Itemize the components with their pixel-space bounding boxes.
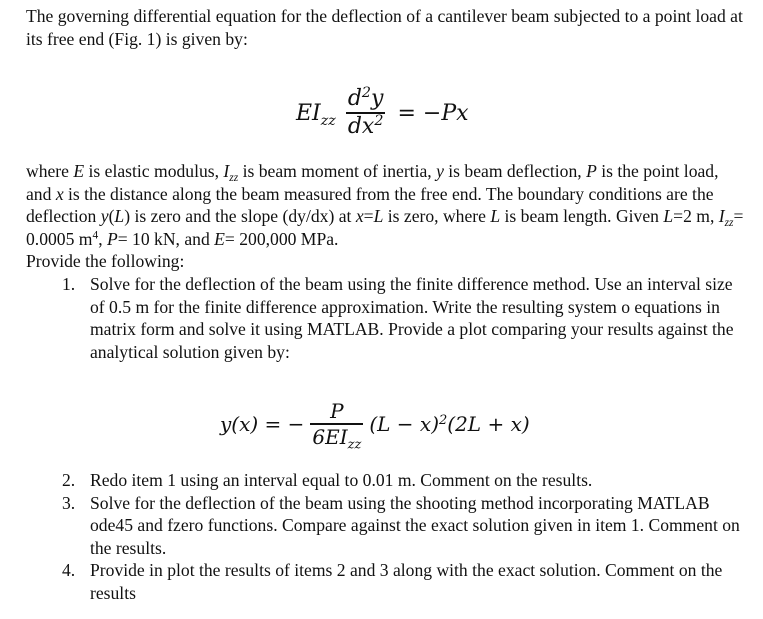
list-item [26,273,746,363]
eq2-lhs: y(x) = − [220,412,305,436]
eq2-denominator: $6EI_{zz}$ [312,424,362,453]
eq2-numerator: P [330,399,344,424]
eq1-fraction [346,86,386,139]
eq1-denominator: $dx^2$ [347,112,384,139]
list-item [26,469,746,492]
task-list-part2 [26,469,746,604]
list-item-number: 4. [62,560,76,580]
list-item-text: Provide in plot the results of items 2 and 3 along with the exact solution. Comment on the results [90,560,723,603]
eq2-rhs: $(L - x)^2(2L + x)$ [369,412,530,436]
eq1-lhs: $EI_{zz}$ [296,100,336,129]
definitions-paragraph: where E is elastic modulus, $I_{zz}$ is beam moment of inertia, y is beam deflection, P is the point load, and x is the distance along the beam measured from the free end. The boundary conditions are the deflection y(L) is zero and the slope (dy/dx) at x=L is zero, where L is beam length. Given L=2 m, $I_{zz}= 0.0005$ $m^4$, P= 10 kN, and E= 200,000 MPa. Provide the following: [26,161,744,271]
list-item-number: 3. [62,492,76,513]
list-item-number: 2. [62,470,76,490]
intro-paragraph: The governing differential equation for the deflection of a cantilever beam subjected to a point load at its free end (Fig. 1) is given by: [26,6,743,49]
list-item-number: 1. [62,274,76,294]
list-item-text: Solve for the deflection of the beam using the shooting method incorporating MATLAB ode45 and fzero functions. Compare against the exact solution given in item 1. Comment on the results. [90,492,740,558]
eq2-fraction [310,399,363,453]
task-list-part1 [26,273,746,363]
list-item [26,559,746,604]
analytical-solution-equation [220,392,530,456]
eq1-numerator: $d^2y$ [347,85,384,112]
list-item-text: Redo item 1 using an interval equal to 0.01 m. Comment on the results. [90,470,593,490]
list-item-text: Solve for the deflection of the beam using the finite difference method. Use an interval size of 0.5 m for the finite difference approximation. Write the resulting system o equations in matrix form and solve it using MATLAB. Provide a plot comparing your results against the analytical solution given by: [90,274,734,362]
governing-equation [296,78,469,148]
list-item [26,492,746,560]
eq1-rhs: = −Px [397,100,469,126]
